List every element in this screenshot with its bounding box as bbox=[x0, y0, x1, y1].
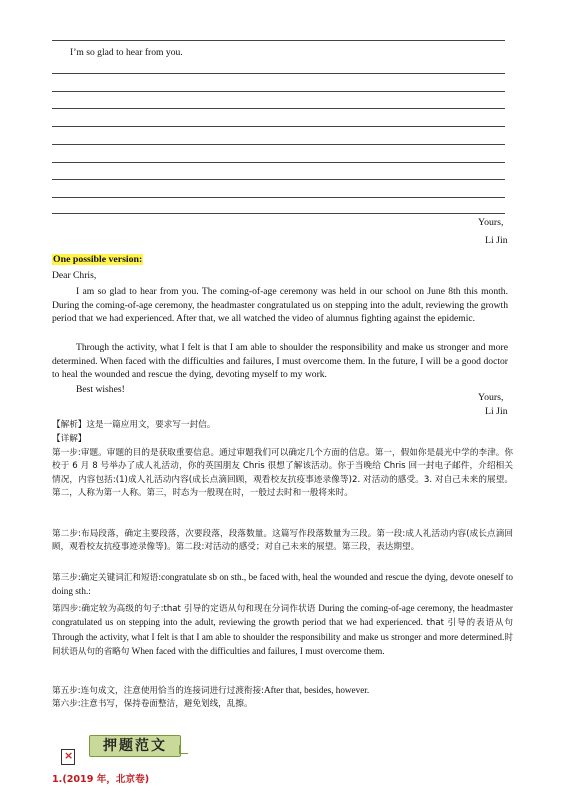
analysis-step-4 bbox=[52, 602, 513, 659]
analysis-step-6: 第六步:注意书写，保持卷面整洁，避免划线，乱擦。 bbox=[52, 699, 253, 709]
step-5-connectors: After that, besides, however. bbox=[264, 685, 370, 695]
writing-line bbox=[52, 108, 505, 109]
step-4-note-2: that 引导的表语从句 bbox=[422, 618, 513, 629]
sample-heading-highlight: One possible version: bbox=[53, 254, 143, 265]
sample-paragraph-2: Through the activity, what I felt is that I am able to shoulder the responsibility and make us stronger and more determined. When faced with the difficulties and failures, I must overcome them. In the future, I will be a good doctor to heal the wounded and rescue the dying, devoting myself to my work. bbox=[52, 342, 508, 381]
writing-line bbox=[52, 73, 505, 74]
sample-heading bbox=[52, 254, 143, 266]
writing-line bbox=[52, 144, 505, 145]
step-4-example-3: When faced with the difficulties and failures, I must overcome them. bbox=[129, 645, 385, 656]
letter-closing: Yours, bbox=[478, 217, 504, 228]
sample-signature: Li Jin bbox=[485, 406, 508, 417]
step-3-label: 第三步:确定关键词汇和短语: bbox=[52, 573, 162, 583]
step-4-example-2: Through the activity, what I felt is that I am able to shoulder the responsibility and make us stronger and more determined. bbox=[52, 631, 505, 642]
sample-wishes: Best wishes! bbox=[76, 384, 125, 395]
step-4-label: 第四步:确定较为高级的句子:that 引导的定语从句和现在分词作状语 bbox=[52, 604, 316, 614]
letter-opener: I’m so glad to hear from you. bbox=[70, 47, 183, 58]
sample-salutation: Dear Chris, bbox=[52, 270, 97, 281]
step-4-example-1: During the coming-of-age ceremony, the headmaster congratulated us on stepping into the adult, reviewing the growth period that we had experienced. bbox=[52, 603, 513, 628]
analysis-step-5 bbox=[52, 684, 513, 698]
step-5-label: 第五步:连句成文，注意使用恰当的连接词进行过渡衔接: bbox=[52, 686, 265, 696]
step-4-note-3: 时间状语从句的省略句 bbox=[52, 632, 513, 657]
banner-decoration bbox=[179, 745, 188, 754]
writing-line bbox=[52, 126, 505, 127]
sample-closing: Yours, bbox=[478, 392, 504, 403]
writing-line bbox=[52, 197, 505, 198]
section-banner: 押题范文 bbox=[89, 735, 181, 757]
writing-line bbox=[52, 179, 505, 180]
letter-signature: Li Jin bbox=[485, 235, 508, 246]
logo-icon: × bbox=[61, 749, 75, 765]
writing-line bbox=[52, 162, 505, 163]
analysis-step-1: 第一步:审题。审题的目的是获取重要信息。通过审题我们可以确定几个方面的信息。第一，假如你是晨光中学的李津。你校于 6 月 8 号举办了成人礼活动，你的英国朋友 Chris 很想了解该活动。你于当晚给 Chris 回一封电子邮件，介绍相关情况，内容包括:(1)成人礼活动内容(成长点滴回顾，观看校友抗疫事迹录像等)2. 对活动的感受。3. 对自己未来的展望。第二，人称为第一人称。第三，时态为一般现在时，一般过去时和一般将来时。 bbox=[52, 448, 513, 498]
sample-paragraph-1: I am so glad to hear from you. The coming-of-age ceremony was held in our school on June 8th this month. During the coming-of-age ceremony, the headmaster congratulated us on stepping into the adult, reviewing the growth period that we had experienced. After that, we all watched the video of alumnus fighting against the epidemic. bbox=[52, 286, 508, 325]
analysis-detail-heading: 【详解】 bbox=[52, 434, 87, 444]
analysis-step-3 bbox=[52, 571, 513, 600]
writing-line bbox=[52, 213, 505, 214]
writing-line bbox=[52, 40, 505, 41]
analysis-intro: 【解析】这是一篇应用文，要求写一封信。 bbox=[52, 420, 216, 430]
step-3-phrases: congratulate sb on sth., be faced with, heal the wounded and rescue the dying, devote oneself to doing sth.: bbox=[52, 572, 513, 597]
writing-line bbox=[52, 91, 505, 92]
question-source: 1.(2019 年，北京卷) bbox=[52, 774, 150, 785]
analysis-step-2: 第二步:布局段落，确定主要段落，次要段落，段落数量。这篇写作段落数量为三段。第一段:成人礼活动内容(成长点滴回顾，观看校友抗疫事迹录像等)。第二段:对活动的感受；对自己未来的展望。第三段，表达期望。 bbox=[52, 529, 513, 553]
